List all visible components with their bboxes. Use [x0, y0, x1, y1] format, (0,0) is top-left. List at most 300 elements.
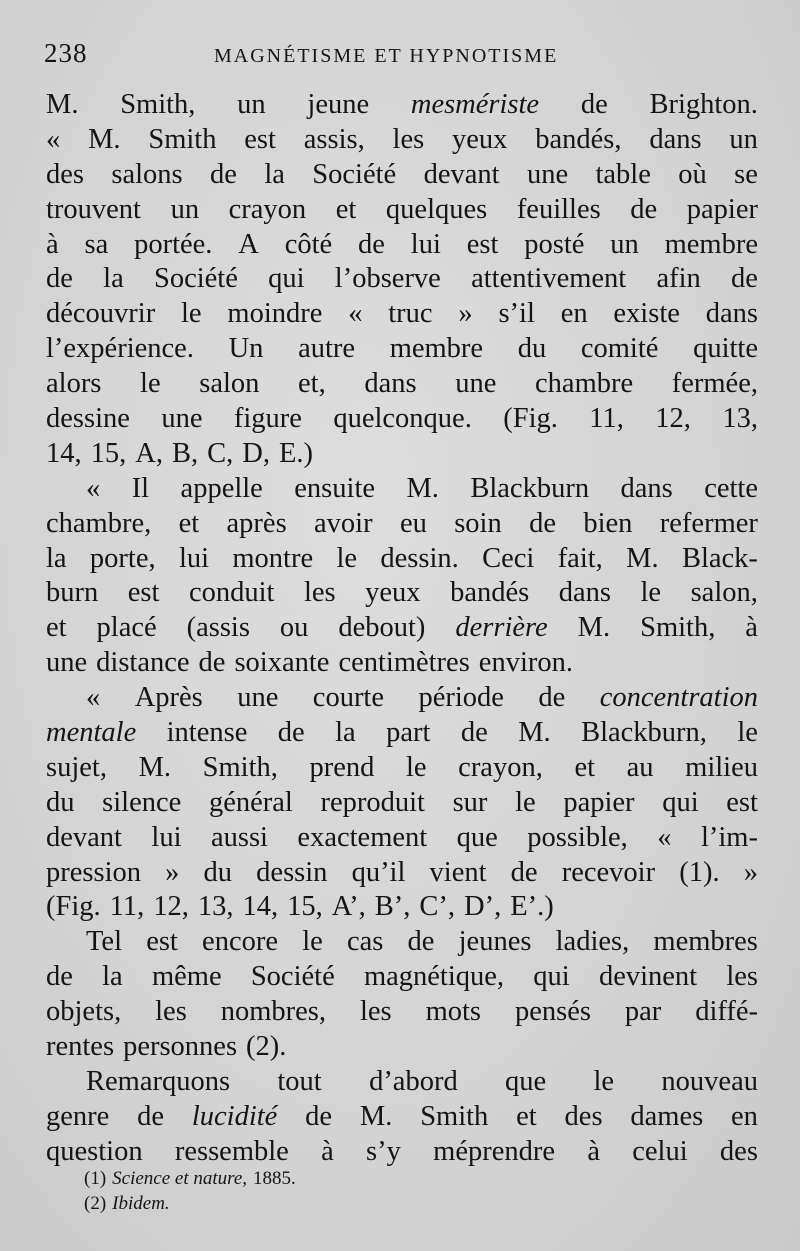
word: le [640, 577, 662, 609]
text-line [46, 960, 758, 995]
word: le [336, 542, 358, 574]
word: et [516, 1100, 537, 1132]
word: 13, [197, 891, 234, 923]
word: tout [277, 1065, 322, 1097]
word: C’, [419, 891, 456, 923]
word: Société [312, 158, 397, 190]
word: sa [84, 228, 109, 260]
word: des [719, 1135, 758, 1167]
text-line [46, 507, 758, 542]
word: burn [46, 577, 99, 609]
word: que [456, 821, 498, 853]
word: s’il [498, 298, 535, 330]
word: eu [399, 507, 427, 539]
word: A, [135, 437, 163, 469]
word: A [238, 228, 259, 260]
word: afin [656, 263, 701, 295]
word: de [277, 717, 305, 749]
word: est [146, 926, 178, 958]
word: le [405, 751, 427, 783]
word: refermer [659, 507, 758, 539]
text-line [46, 925, 758, 960]
word: cas [346, 926, 384, 958]
text-line [46, 576, 758, 611]
word: centimètres [338, 647, 470, 679]
word: pression [46, 856, 141, 888]
word: au [626, 751, 654, 783]
footnote-mark: (1) [84, 1168, 107, 1189]
word: A’, [331, 891, 366, 923]
word: yeux [452, 123, 508, 155]
word: se [734, 158, 758, 190]
word: de [630, 193, 658, 225]
text-line [46, 367, 758, 402]
word: Il [131, 472, 150, 504]
word: le [181, 298, 202, 330]
word: chambre [535, 368, 634, 400]
word: côté [284, 228, 333, 260]
word: l’expérience. [46, 333, 194, 365]
text-line [46, 681, 758, 716]
word: M. [138, 751, 172, 783]
word: les [726, 961, 758, 993]
word: papier [686, 193, 758, 225]
word: 14, [242, 891, 279, 923]
word: l’im- [700, 821, 758, 853]
word: à [321, 1135, 334, 1167]
text-line [46, 88, 758, 123]
word: D, [242, 437, 270, 469]
word: un [610, 228, 639, 260]
word: chambre, [46, 507, 152, 539]
word: Smith, [640, 612, 716, 644]
word: quitte [693, 333, 758, 365]
word: vient [429, 856, 487, 888]
word: autre [298, 333, 356, 365]
word: 11, [589, 403, 624, 435]
word: 11, [109, 891, 145, 923]
word: bandés, [535, 123, 622, 155]
word: C, [207, 437, 234, 469]
word: M. [406, 472, 439, 504]
word: exactement [297, 821, 428, 853]
word: feuilles [516, 193, 601, 225]
word: un [729, 123, 758, 155]
word: portée. [134, 228, 213, 260]
word: le [737, 717, 758, 749]
text-line [46, 995, 758, 1030]
word: de [460, 717, 488, 749]
word: possible, [527, 821, 628, 853]
text-line [46, 262, 758, 297]
word: l’observe [334, 263, 441, 295]
word: soixante [234, 647, 330, 679]
word: est [127, 577, 160, 609]
text-line [46, 646, 758, 681]
word: Ceci [482, 542, 535, 574]
word: Smith [420, 1100, 489, 1132]
footnote [84, 1166, 302, 1191]
word: fermée, [671, 368, 758, 400]
italic-word: concentration [599, 682, 758, 714]
word: (assis [186, 612, 250, 644]
word: devant [46, 821, 122, 853]
word: une [161, 403, 203, 435]
word: M. [577, 612, 611, 644]
word: montre [232, 542, 314, 574]
word: crayon [228, 193, 307, 225]
word: 13, [722, 403, 758, 435]
footnote-year: 1885. [253, 1168, 296, 1189]
word: Smith, [120, 89, 196, 120]
text-line [46, 437, 758, 472]
word: dans [705, 298, 758, 330]
text-line [46, 158, 758, 193]
word: B, [171, 437, 199, 469]
word: membre [664, 228, 758, 260]
word: du [517, 333, 547, 365]
body-text [46, 88, 758, 1170]
word: prend [309, 751, 375, 783]
word: salon [199, 368, 260, 400]
word: Brighton. [649, 89, 758, 120]
word: comité [580, 333, 659, 365]
word: 12, [655, 403, 691, 435]
word: Société [153, 263, 238, 295]
word: le [593, 1065, 615, 1097]
word: M. [46, 89, 79, 120]
word: assis, [303, 123, 365, 155]
word: de [137, 1100, 165, 1132]
text-line [46, 542, 758, 577]
word: quelques [385, 193, 488, 225]
word: Black- [681, 542, 758, 574]
word: des [564, 1100, 603, 1132]
word: E’.) [510, 891, 554, 923]
word: les [359, 996, 392, 1028]
word: dessin. [380, 542, 459, 574]
word: sujet, [46, 751, 107, 783]
word: D’, [464, 891, 502, 923]
word: qui [268, 263, 305, 295]
word: (1). [679, 856, 720, 888]
word: de [210, 158, 237, 190]
word: placé [96, 612, 157, 644]
word: salons [111, 158, 183, 190]
word: lui [151, 821, 182, 853]
word: E.) [278, 437, 313, 469]
word: M. [88, 123, 121, 155]
word: période [418, 682, 504, 714]
word: de [529, 507, 556, 539]
word: une [237, 682, 279, 714]
word: même [151, 961, 222, 993]
word: Après [134, 682, 203, 714]
word: les [392, 123, 425, 155]
word: la [46, 542, 67, 574]
word: 15, [90, 437, 127, 469]
word: jeunes [458, 926, 532, 958]
running-title: MAGNÉTISME ET HYPNOTISME [214, 45, 559, 67]
word: est [244, 123, 276, 155]
word: courte [312, 682, 385, 714]
word: de [538, 682, 566, 714]
text-line [46, 716, 758, 751]
word: qui [662, 786, 699, 818]
word: la [103, 263, 124, 295]
word: à [745, 612, 758, 644]
word: personnes [123, 1031, 238, 1063]
word: du [203, 856, 233, 888]
text-line [46, 856, 758, 891]
word: distance [96, 647, 190, 679]
word: magnétique, [363, 961, 505, 993]
word: recevoir [561, 856, 656, 888]
word: pensés [514, 996, 591, 1028]
word: Blackburn [470, 472, 590, 504]
word: part [386, 717, 431, 749]
text-line [46, 472, 758, 507]
word: porte, [89, 542, 156, 574]
word: objets, [46, 996, 122, 1028]
word: jeune [307, 89, 370, 120]
word: « [348, 298, 363, 330]
word: qui [533, 961, 570, 993]
text-line [46, 228, 758, 263]
word: posté [524, 228, 585, 260]
word: une [455, 368, 497, 400]
word: reproduit [320, 786, 425, 818]
word: existe [613, 298, 680, 330]
word: le [140, 368, 161, 400]
word: un [170, 193, 200, 225]
italic-word: derrière [455, 612, 548, 644]
word: 12, [153, 891, 189, 923]
page-number: 238 [44, 38, 88, 68]
word: quelconque. [333, 403, 472, 435]
word: et [574, 751, 596, 783]
word: » [458, 298, 473, 330]
word: celui [632, 1135, 688, 1167]
word: Smith, [202, 751, 278, 783]
word: papier [563, 786, 635, 818]
word: les [303, 577, 336, 609]
text-line [46, 786, 758, 821]
word: après [226, 507, 287, 539]
word: salon, [690, 577, 758, 609]
word: 14, [46, 437, 82, 469]
word: est [466, 228, 499, 260]
text-line [46, 821, 758, 856]
word: bandés [450, 577, 530, 609]
word: « [46, 123, 61, 155]
word: la [264, 158, 285, 190]
footnote-source: Science et nature, [112, 1168, 248, 1189]
word: en [731, 1100, 758, 1132]
word: à [46, 228, 59, 260]
word: silence [102, 786, 182, 818]
word: dans [649, 123, 702, 155]
word: le [302, 926, 323, 958]
word: nombres, [220, 996, 327, 1028]
word: membres [653, 926, 758, 958]
text-line [46, 611, 758, 646]
word: conduit [188, 577, 275, 609]
word: » [165, 856, 180, 888]
word: intense [166, 717, 248, 749]
word: Blackburn, [581, 717, 707, 749]
word: devinent [598, 961, 698, 993]
word: des [46, 158, 84, 190]
word: de [407, 926, 435, 958]
word: de [46, 263, 73, 295]
word: dames [630, 1100, 704, 1132]
word: dessin [256, 856, 328, 888]
word: général [208, 786, 293, 818]
word: et [335, 193, 357, 225]
word: (2). [246, 1031, 287, 1063]
word: Un [228, 333, 264, 365]
word: s’y [366, 1135, 401, 1167]
word: aussi [210, 821, 268, 853]
word: à [587, 1135, 600, 1167]
word: cette [704, 472, 758, 504]
word: dans [364, 368, 417, 400]
word: une [526, 158, 569, 190]
word: une [46, 647, 88, 679]
page-header [44, 38, 750, 74]
text-line [46, 751, 758, 786]
word: lui [178, 542, 210, 574]
word: mots [425, 996, 482, 1028]
italic-word: mesmériste [410, 89, 540, 120]
word: découvrir [46, 298, 156, 330]
word: yeux [365, 577, 421, 609]
word: milieu [685, 751, 758, 783]
word: bien [583, 507, 633, 539]
word: un [237, 89, 266, 120]
word: la [102, 961, 123, 993]
word: dans [620, 472, 673, 504]
word: fait, [557, 542, 603, 574]
word: ou [279, 612, 309, 644]
word: de [580, 89, 608, 120]
word: 15, [287, 891, 323, 923]
word: Société [250, 961, 335, 993]
text-line [46, 1135, 758, 1170]
word: et [46, 612, 67, 644]
word: M. [359, 1100, 393, 1132]
word: ensuite [294, 472, 376, 504]
word: de [358, 228, 385, 260]
word: de [305, 1100, 333, 1132]
text-line [46, 890, 758, 925]
word: encore [202, 926, 278, 958]
word: crayon, [458, 751, 543, 783]
word: de [510, 856, 538, 888]
text-line [46, 193, 758, 228]
word: alors [46, 368, 102, 400]
word: est [726, 786, 758, 818]
word: M. [626, 542, 659, 574]
text-line [46, 123, 758, 158]
word: les [155, 996, 187, 1028]
word: M. [518, 717, 551, 749]
word: attentivement [471, 263, 627, 295]
word: membre [389, 333, 484, 365]
word: appelle [180, 472, 263, 504]
word: Smith [148, 123, 217, 155]
word: « [86, 682, 101, 714]
word: (Fig. [503, 403, 558, 435]
word: moindre [227, 298, 323, 330]
text-line [46, 297, 758, 332]
word: debout) [338, 612, 426, 644]
word: » [743, 856, 758, 888]
word: Tel [86, 926, 122, 958]
word: et [178, 507, 200, 539]
text-line [46, 1100, 758, 1135]
word: le [515, 786, 536, 818]
word: « [86, 472, 101, 504]
word: la [335, 717, 356, 749]
word: devant [423, 158, 500, 190]
word: soin [454, 507, 502, 539]
word: « [657, 821, 672, 853]
word: genre [46, 1100, 110, 1132]
word: Remarquons [86, 1065, 231, 1097]
word: nouveau [661, 1065, 758, 1097]
word: avoir [314, 507, 373, 539]
word: que [505, 1065, 547, 1097]
word: question [46, 1135, 143, 1167]
word: de [731, 263, 758, 295]
word: qu’il [351, 856, 406, 888]
text-line [46, 1065, 758, 1100]
word: méprendre [433, 1135, 556, 1167]
word: ladies, [555, 926, 630, 958]
text-line [46, 1030, 758, 1065]
word: par [624, 996, 662, 1028]
word: rentes [46, 1031, 115, 1063]
text-line [46, 402, 758, 437]
footnote-mark: (2) [84, 1193, 107, 1214]
word: lui [410, 228, 441, 260]
italic-word: lucidité [191, 1100, 278, 1132]
word: ressemble [174, 1135, 289, 1167]
italic-word: mentale [46, 717, 137, 749]
word: du [46, 786, 75, 818]
word: et, [298, 368, 326, 400]
word: où [678, 158, 707, 190]
footnotes [84, 1166, 302, 1216]
word: diffé- [695, 996, 758, 1028]
word: sur [452, 786, 488, 818]
footnote [84, 1191, 302, 1216]
word: de [198, 647, 226, 679]
word: trouvent [46, 193, 141, 225]
text-line [46, 332, 758, 367]
word: B’, [374, 891, 411, 923]
word: truc [388, 298, 433, 330]
word: table [595, 158, 651, 190]
word: en [560, 298, 588, 330]
word: environ. [478, 647, 573, 679]
word: dessine [46, 403, 130, 435]
word: figure [233, 403, 302, 435]
word: dans [558, 577, 611, 609]
word: (Fig. [46, 891, 101, 923]
